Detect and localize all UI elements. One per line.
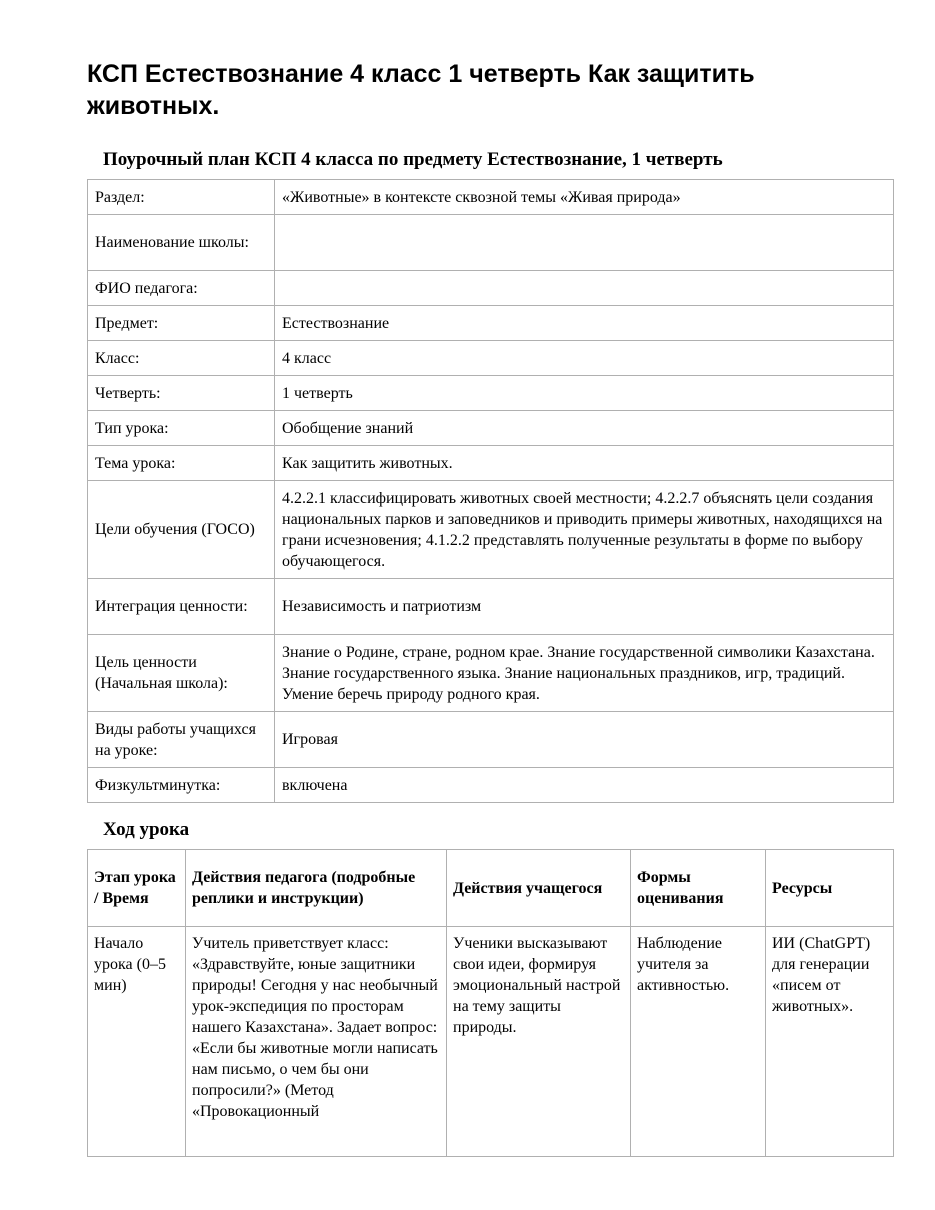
info-label: Интеграция ценности: <box>88 579 275 635</box>
info-label: Виды работы учащихся на уроке: <box>88 712 275 768</box>
info-label: Наименование школы: <box>88 215 275 271</box>
header-stage-time: Этап урока / Время <box>88 850 186 927</box>
info-value: Игровая <box>275 712 894 768</box>
info-label: Раздел: <box>88 180 275 215</box>
plan-heading: Поурочный план КСП 4 класса по предмету Естествознание, 1 четверть <box>103 149 723 170</box>
info-row-teacher <box>88 271 894 306</box>
info-value <box>275 215 894 271</box>
cell-text: Наблюдение учителя за активностью. <box>637 935 730 994</box>
cell-teacher-actions <box>186 927 447 1157</box>
header-teacher-actions: Действия педагога (подробные реплики и инструкции) <box>186 850 447 927</box>
info-row-work-types <box>88 712 894 768</box>
info-row-value-integration <box>88 579 894 635</box>
info-label: Тип урока: <box>88 411 275 446</box>
cell-text: Учитель приветствует класс: «Здравствуйте, юные защитники природы! Сегодня у нас необычный урок-экспедиция по просторам нашего Казахстана». Задает вопрос: «Если бы животные могли написать нам письмо, о чем бы они попросили?» (Метод «Провокационный <box>192 935 438 1120</box>
info-row-topic <box>88 446 894 481</box>
cell-text: Начало урока (0–5 мин) <box>94 935 166 994</box>
info-label: Четверть: <box>88 376 275 411</box>
lesson-info-table <box>87 179 894 803</box>
info-row-grade <box>88 341 894 376</box>
info-label: ФИО педагога: <box>88 271 275 306</box>
info-label: Класс: <box>88 341 275 376</box>
cell-text: Ученики высказывают свои идеи, формируя эмоциональный настрой на тему защиты природы. <box>453 935 621 1036</box>
info-value: «Животные» в контексте сквозной темы «Живая природа» <box>275 180 894 215</box>
document-title: КСП Естествознание 4 класс 1 четверть Как защитить животных. <box>87 60 755 120</box>
info-value: Обобщение знаний <box>275 411 894 446</box>
cell-assessment-forms <box>631 927 766 1157</box>
info-row-learning-goals <box>88 481 894 579</box>
header-student-actions: Действия учащегося <box>447 850 631 927</box>
info-row-physical-break <box>88 768 894 803</box>
info-label: Предмет: <box>88 306 275 341</box>
cell-text: ИИ (ChatGPT) для генерации «писем от животных». <box>772 935 871 1015</box>
info-value: 4.2.2.1 классифицировать животных своей местности; 4.2.2.7 объяснять цели создания национальных парков и заповедников и приводить примеры животных, находящихся на грани исчезновения; 4.1.2.2 представлять полученные результаты в форме по выбору обучающегося. <box>275 481 894 579</box>
info-value: включена <box>275 768 894 803</box>
table-row <box>88 927 894 1157</box>
info-value: Знание о Родине, стране, родном крае. Знание государственной символики Казахстана. Знание государственного языка. Знание национальных праздников, игр, традиций. Умение беречь природу родного края. <box>275 635 894 712</box>
cell-stage-time <box>88 927 186 1157</box>
header-assessment-forms: Формы оценивания <box>631 850 766 927</box>
info-row-subject <box>88 306 894 341</box>
info-row-quarter <box>88 376 894 411</box>
info-value: Как защитить животных. <box>275 446 894 481</box>
info-row-school <box>88 215 894 271</box>
course-heading: Ход урока <box>103 819 190 840</box>
lesson-course-table <box>87 849 894 1157</box>
info-label: Физкультминутка: <box>88 768 275 803</box>
cell-resources <box>766 927 894 1157</box>
info-value: Независимость и патриотизм <box>275 579 894 635</box>
info-label: Цели обучения (ГОСО) <box>88 481 275 579</box>
info-value: Естествознание <box>275 306 894 341</box>
info-value: 4 класс <box>275 341 894 376</box>
info-row-section <box>88 180 894 215</box>
info-row-value-goal <box>88 635 894 712</box>
info-label: Тема урока: <box>88 446 275 481</box>
info-row-lesson-type <box>88 411 894 446</box>
info-value <box>275 271 894 306</box>
info-value: 1 четверть <box>275 376 894 411</box>
cell-student-actions <box>447 927 631 1157</box>
header-resources: Ресурсы <box>766 850 894 927</box>
course-header-row <box>88 850 894 927</box>
info-label: Цель ценности (Начальная школа): <box>88 635 275 712</box>
